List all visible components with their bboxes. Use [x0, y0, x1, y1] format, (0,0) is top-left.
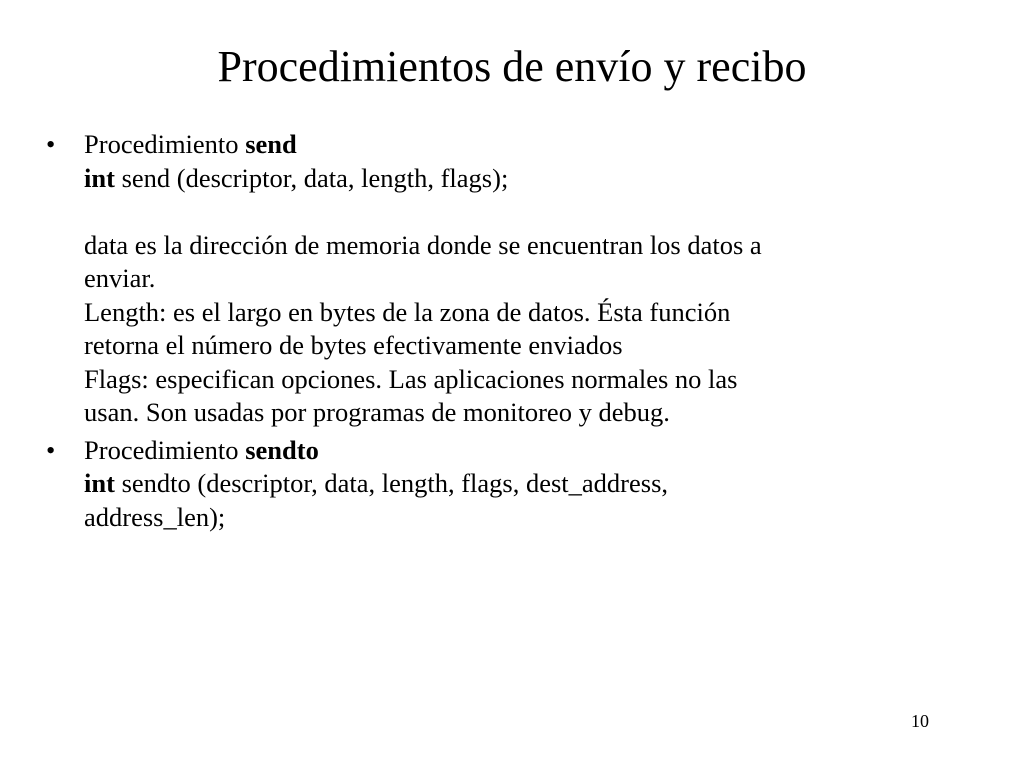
bullet-heading: [84, 128, 970, 162]
return-type: int: [84, 468, 115, 498]
heading-keyword: sendto: [245, 434, 319, 465]
heading-prefix: Procedimiento: [84, 129, 246, 159]
bullet-icon: •: [46, 129, 56, 159]
bullet-send: [40, 128, 970, 430]
description-line: Flags: especifican opciones. Las aplicaciones normales no las: [84, 363, 738, 394]
function-signature: [84, 162, 970, 196]
blank-line: [84, 195, 970, 229]
signature-continuation: address_len);: [84, 501, 226, 532]
signature-text: send (descriptor, data, length, flags);: [114, 162, 509, 193]
slide-body: [40, 128, 970, 534]
slide-title: Procedimientos de envío y recibo: [217, 42, 807, 91]
heading-keyword: send: [245, 129, 297, 159]
function-signature: [84, 467, 970, 501]
description-line: usan. Son usadas por programas de monitoreo y debug.: [84, 397, 670, 427]
heading-prefix: Procedimiento: [84, 434, 246, 465]
description-line: data es la dirección de memoria donde se encuentran los datos a: [84, 229, 762, 260]
description-line: enviar.: [84, 263, 156, 293]
bullet-heading: [84, 434, 970, 468]
description-line: retorna el número de bytes efectivamente enviados: [84, 330, 623, 360]
bullet-icon: •: [46, 434, 56, 465]
return-type: int: [84, 162, 115, 193]
bullet-sendto: [40, 434, 970, 535]
page-number: 10: [911, 711, 929, 731]
signature-text: sendto (descriptor, data, length, flags, dest_address,: [114, 468, 669, 498]
description-line: Length: es el largo en bytes de la zona de datos. Ésta función: [84, 296, 731, 327]
